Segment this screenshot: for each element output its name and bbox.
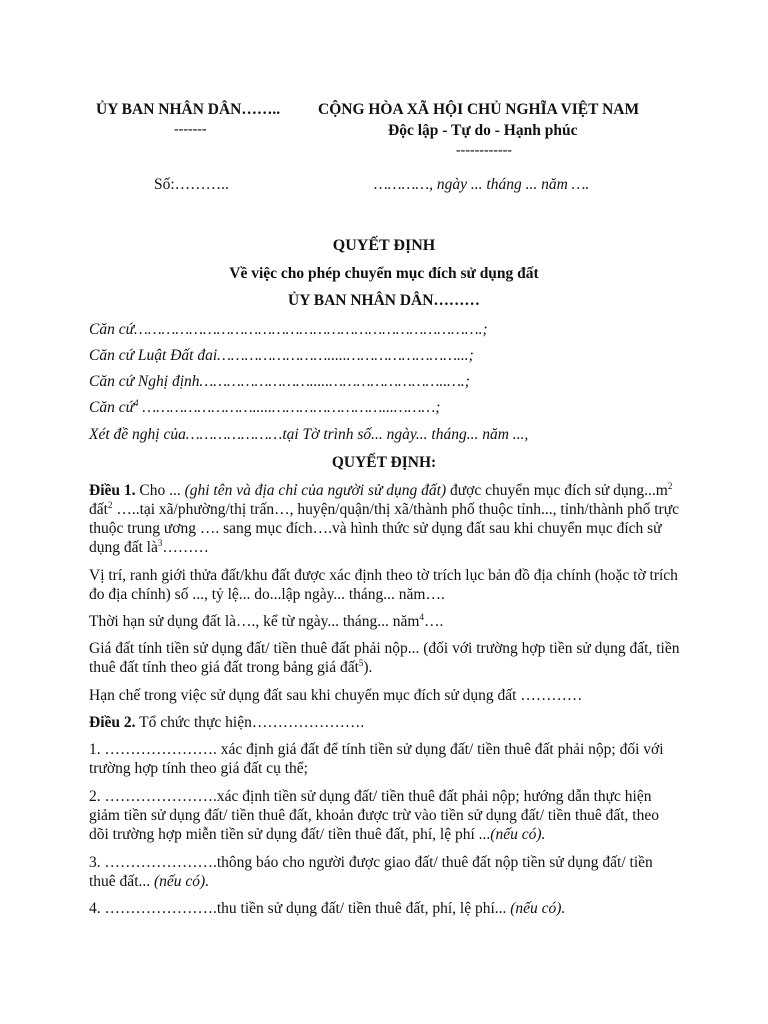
legal-basis-decree: Căn cứ Nghị định…………………….....……………………..….; (89, 373, 470, 390)
article-1 (89, 481, 681, 557)
article-1-text-b: được chuyển mục đích sử dụng...m (446, 482, 668, 499)
article-1-text-a: Cho ... (135, 482, 185, 499)
usage-term-text: Thời hạn sử dụng đất là…., kể từ ngày... tháng... năm (89, 613, 420, 630)
area-unit-superscript: 2 (667, 480, 673, 491)
decision-subject: Về việc cho phép chuyển mục đích sử dụng đất (229, 265, 539, 282)
usage-restrictions: Hạn chế trong việc sử dụng đất sau khi chuyển mục đích sử dụng đất ………… (89, 687, 583, 704)
article-1-text-c: đất (89, 501, 108, 518)
legal-basis-4-text: …………………….....……………………...………; (138, 399, 441, 416)
article-1-text-d: …..tại xã/phường/thị trấn…, huyện/quận/thị xã/thành phố thuộc tỉnh..., tỉnh/thành phố trực thuộc trung ương …. sang mục đích….và hình thức sử dụng đất sau khi chuyển mục đích sử dụng đất là (89, 501, 679, 556)
legal-basis-land-law: Căn cứ Luật Đất đai…………………….....……………………...; (89, 347, 474, 364)
footnote-ref-2: 2 (107, 499, 113, 510)
national-motto: Độc lập - Tự do - Hạnh phúc (388, 122, 578, 139)
article-1-text-e: ……… (162, 539, 209, 556)
footnote-ref-4b: 4 (419, 611, 424, 622)
legal-basis-4 (89, 398, 440, 417)
legal-basis-4-label: Căn cứ (89, 399, 135, 416)
decision-heading: QUYẾT ĐỊNH: (331, 454, 437, 471)
document-number: Số:……….. (154, 176, 229, 193)
legal-basis-1: Căn cứ………………………………………………………………….; (89, 321, 488, 338)
decision-title: QUYẾT ĐỊNH (332, 237, 436, 254)
article-2-item-3 (89, 853, 681, 891)
motto-divider: ------------ (456, 143, 512, 158)
land-price-text: Giá đất tính tiền sử dụng đất/ tiền thuê đất phải nộp... (đối với trường hợp tiền sử dụng đất, tiền thuê đất tính theo giá đất trong bảng giá đất (89, 640, 680, 676)
document-date: …………, ngày ... tháng ... năm …. (374, 176, 590, 193)
article-2-item-4-text: 4. ………………….thu tiền sử dụng đất/ tiền thuê đất, phí, lệ phí... (89, 900, 511, 917)
article-2-item-4 (89, 899, 681, 918)
land-price (89, 639, 681, 677)
article-2-item-1: 1. …………………. xác định giá đất để tính tiền sử dụng đất/ tiền thuê đất phải nộp; đối với trường hợp tính theo giá đất cụ thể; (89, 741, 664, 777)
article-2-item-3-text: 3. ………………….thông báo cho người được giao đất/ thuê đất nộp tiền sử dụng đất/ tiền thuê đất... (89, 854, 653, 890)
footnote-ref-4: 4 (134, 397, 139, 408)
article-2-item-2 (89, 787, 681, 844)
article-2-item-3-note: (nếu có). (154, 873, 210, 890)
article-2-label: Điều 2. (89, 714, 136, 731)
article-2-item-2-note: (nếu có). (490, 826, 546, 843)
plot-location: Vị trí, ranh giới thửa đất/khu đất được xác định theo tờ trích lục bản đồ địa chính (hoặc tờ trích đo địa chính) số ..., tỷ lệ... do...lập ngày... tháng... năm…. (89, 567, 678, 603)
proposal-basis: Xét đề nghị của…………………tại Tờ trình số... ngày... tháng... năm ..., (89, 426, 529, 443)
footnote-ref-5: 5 (358, 657, 364, 668)
footnote-ref-3: 3 (157, 537, 163, 548)
land-price-end: ). (363, 659, 373, 676)
article-1-label: Điều 1. (89, 482, 136, 499)
decision-issuer: ỦY BAN NHÂN DÂN……… (288, 292, 480, 309)
article-2-item-4-note: (nếu có). (510, 900, 566, 917)
issuing-org: ỦY BAN NHÂN DÂN…….. (96, 101, 281, 118)
article-2-text: Tổ chức thực hiện…………………. (135, 714, 365, 731)
article-2-item-2-text: 2. ………………….xác định tiền sử dụng đất/ tiền thuê đất phải nộp; hướng dẫn thực hiện giảm tiền sử dụng đất/ tiền thuê đất, khoản được trừ vào tiền sử dụng đất/ tiền thuê đất, theo dõi trường hợp miễn tiền sử dụng đất/ tiền thuê đất, phí, lệ phí ... (89, 788, 659, 843)
org-divider: ------- (174, 122, 207, 137)
usage-term-end: …. (424, 613, 444, 630)
article-1-user-note: (ghi tên và địa chỉ của người sử dụng đất) (184, 482, 447, 499)
article-2 (89, 713, 681, 732)
usage-term (89, 612, 681, 631)
national-title: CỘNG HÒA XÃ HỘI CHỦ NGHĨA VIỆT NAM (318, 101, 640, 118)
